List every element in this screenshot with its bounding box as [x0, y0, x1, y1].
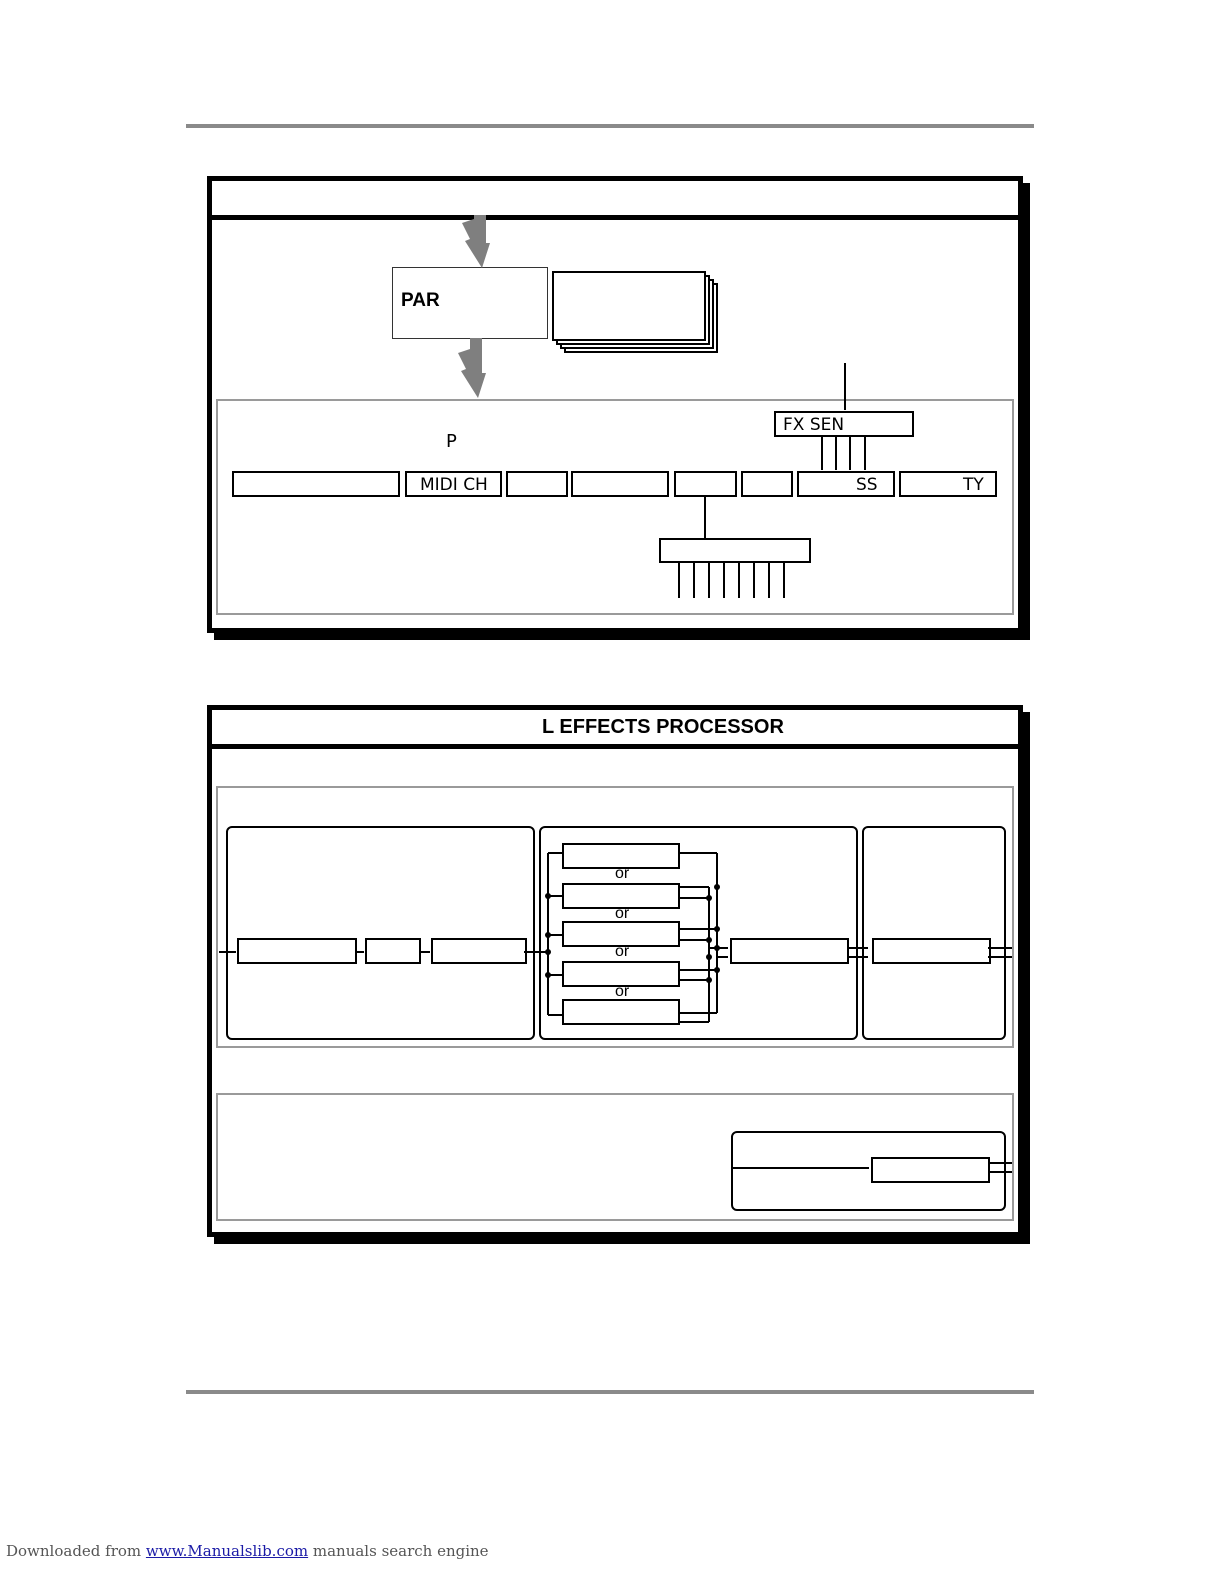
arrow-down-icon-2 — [458, 338, 486, 398]
footer — [6, 1542, 489, 1560]
stack-label: PAR — [401, 290, 440, 311]
footer-prefix: Downloaded from — [6, 1542, 146, 1560]
bottom-rule — [186, 1390, 1034, 1394]
midi-ch-label: MIDI CH — [420, 475, 488, 495]
ty-label: TY — [963, 475, 984, 495]
or-label-2: or — [615, 905, 630, 922]
top-panel — [207, 176, 1023, 633]
or-label-1: or — [615, 865, 630, 882]
manualslib-link[interactable]: www.Manualslib.com — [145, 1542, 309, 1560]
fx-send-label: FX SEN — [783, 415, 845, 435]
section-label: P — [446, 431, 457, 452]
effects-signal-lines — [212, 710, 1018, 1232]
ss-label: SS — [856, 475, 878, 495]
top-rule — [186, 124, 1034, 128]
or-label-4: or — [615, 983, 630, 1000]
footer-suffix: manuals search engine — [308, 1542, 489, 1560]
bottom-panel — [207, 705, 1023, 1237]
or-label-3: or — [615, 943, 630, 960]
arrow-down-icon-1 — [462, 215, 490, 268]
effects-processor-title: L EFFECTS PROCESSOR — [542, 716, 784, 738]
top-connectors — [212, 181, 1018, 628]
